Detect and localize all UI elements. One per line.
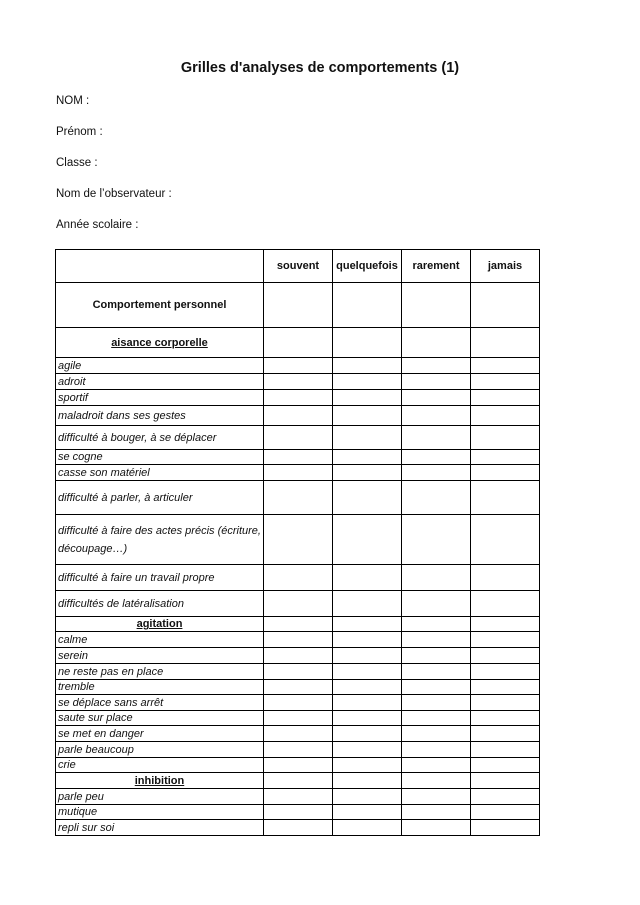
column-header-jamais: jamais: [471, 250, 540, 283]
rating-cell-quelquefois: [333, 632, 402, 648]
rating-cell-jamais: [471, 789, 540, 805]
rating-cell-rarement: [402, 742, 471, 758]
rating-cell-souvent: [264, 726, 333, 742]
rating-cell-rarement: [402, 773, 471, 789]
rating-cell-quelquefois: [333, 789, 402, 805]
behavior-label: crie: [56, 758, 264, 773]
behavior-grid-table: [55, 249, 540, 836]
rating-cell-rarement: [402, 789, 471, 805]
rating-cell-jamais: [471, 726, 540, 742]
rating-cell-souvent: [264, 406, 333, 426]
behavior-label: maladroit dans ses gestes: [56, 406, 264, 426]
field-prenom: Prénom :: [56, 126, 103, 138]
rating-cell-quelquefois: [333, 726, 402, 742]
rating-cell-rarement: [402, 358, 471, 374]
rating-cell-rarement: [402, 565, 471, 591]
rating-cell-quelquefois: [333, 374, 402, 390]
rating-cell-quelquefois: [333, 805, 402, 820]
table-row: [56, 390, 540, 406]
rating-cell-jamais: [471, 358, 540, 374]
section-row: [56, 773, 540, 789]
behavior-label: parle peu: [56, 789, 264, 805]
rating-cell-souvent: [264, 711, 333, 726]
rating-cell-jamais: [471, 648, 540, 664]
table-row: [56, 648, 540, 664]
rating-cell-souvent: [264, 481, 333, 515]
behavior-label: se cogne: [56, 450, 264, 465]
rating-cell-rarement: [402, 680, 471, 695]
rating-cell-quelquefois: [333, 773, 402, 789]
column-header-rarement: rarement: [402, 250, 471, 283]
rating-cell-rarement: [402, 283, 471, 328]
rating-cell-jamais: [471, 805, 540, 820]
section-label-text: inhibition: [134, 774, 185, 787]
rating-cell-jamais: [471, 328, 540, 358]
rating-cell-rarement: [402, 758, 471, 773]
behavior-label: adroit: [56, 374, 264, 390]
field-classe: Classe :: [56, 157, 98, 169]
behavior-label: ne reste pas en place: [56, 664, 264, 680]
rating-cell-quelquefois: [333, 515, 402, 565]
rating-cell-jamais: [471, 695, 540, 711]
table-row: [56, 591, 540, 617]
rating-cell-jamais: [471, 426, 540, 450]
behavior-label: calme: [56, 632, 264, 648]
behavior-label: se déplace sans arrêt: [56, 695, 264, 711]
page-title: Grilles d'analyses de comportements (1): [180, 60, 460, 76]
behavior-label: difficulté à faire un travail propre: [56, 565, 264, 591]
rating-cell-rarement: [402, 450, 471, 465]
rating-cell-rarement: [402, 648, 471, 664]
rating-cell-souvent: [264, 390, 333, 406]
table-row: [56, 406, 540, 426]
rating-cell-jamais: [471, 565, 540, 591]
table-row: [56, 358, 540, 374]
table-row: [56, 515, 540, 565]
rating-cell-souvent: [264, 789, 333, 805]
rating-cell-jamais: [471, 758, 540, 773]
rating-cell-quelquefois: [333, 591, 402, 617]
rating-cell-jamais: [471, 711, 540, 726]
rating-cell-souvent: [264, 565, 333, 591]
category-label: Comportement personnel: [56, 283, 264, 328]
rating-cell-quelquefois: [333, 406, 402, 426]
field-observateur: Nom de l’observateur :: [56, 188, 172, 200]
rating-cell-jamais: [471, 390, 540, 406]
rating-cell-rarement: [402, 591, 471, 617]
rating-cell-rarement: [402, 426, 471, 450]
rating-cell-souvent: [264, 374, 333, 390]
rating-cell-souvent: [264, 648, 333, 664]
rating-cell-quelquefois: [333, 820, 402, 836]
rating-cell-rarement: [402, 632, 471, 648]
section-label: [56, 617, 264, 632]
table-row: [56, 711, 540, 726]
table-row: [56, 680, 540, 695]
rating-cell-rarement: [402, 328, 471, 358]
table-row: [56, 481, 540, 515]
rating-cell-souvent: [264, 465, 333, 481]
column-header-quelquefois: quelquefois: [333, 250, 402, 283]
rating-cell-rarement: [402, 711, 471, 726]
behavior-label: mutique: [56, 805, 264, 820]
rating-cell-quelquefois: [333, 617, 402, 632]
rating-cell-rarement: [402, 617, 471, 632]
rating-cell-souvent: [264, 805, 333, 820]
rating-cell-jamais: [471, 632, 540, 648]
table-row: [56, 450, 540, 465]
rating-cell-quelquefois: [333, 648, 402, 664]
table-row: [56, 565, 540, 591]
behavior-label: difficultés de latéralisation: [56, 591, 264, 617]
rating-cell-rarement: [402, 726, 471, 742]
table-row: [56, 426, 540, 450]
rating-cell-souvent: [264, 358, 333, 374]
rating-cell-quelquefois: [333, 328, 402, 358]
table-row: [56, 820, 540, 836]
rating-cell-jamais: [471, 591, 540, 617]
behavior-label: se met en danger: [56, 726, 264, 742]
rating-cell-quelquefois: [333, 390, 402, 406]
behavior-label: repli sur soi: [56, 820, 264, 836]
rating-cell-souvent: [264, 820, 333, 836]
section-label: [56, 773, 264, 789]
table-row: [56, 758, 540, 773]
rating-cell-quelquefois: [333, 565, 402, 591]
section-row: [56, 328, 540, 358]
rating-cell-rarement: [402, 374, 471, 390]
rating-cell-jamais: [471, 450, 540, 465]
rating-cell-souvent: [264, 617, 333, 632]
grid-body: [56, 250, 540, 836]
behavior-label: difficulté à bouger, à se déplacer: [56, 426, 264, 450]
rating-cell-rarement: [402, 465, 471, 481]
table-row: [56, 664, 540, 680]
table-row: [56, 789, 540, 805]
category-row: [56, 283, 540, 328]
corner-cell: [56, 250, 264, 283]
rating-cell-quelquefois: [333, 465, 402, 481]
rating-cell-quelquefois: [333, 358, 402, 374]
rating-cell-souvent: [264, 773, 333, 789]
section-label-text: agitation: [136, 618, 183, 630]
table-row: [56, 374, 540, 390]
rating-cell-souvent: [264, 515, 333, 565]
rating-cell-souvent: [264, 632, 333, 648]
rating-cell-rarement: [402, 664, 471, 680]
rating-cell-souvent: [264, 426, 333, 450]
section-row: [56, 617, 540, 632]
rating-cell-quelquefois: [333, 711, 402, 726]
rating-cell-souvent: [264, 680, 333, 695]
behavior-label: difficulté à parler, à articuler: [56, 481, 264, 515]
rating-cell-jamais: [471, 820, 540, 836]
table-row: [56, 632, 540, 648]
behavior-label: casse son matériel: [56, 465, 264, 481]
rating-cell-rarement: [402, 695, 471, 711]
behavior-label: parle beaucoup: [56, 742, 264, 758]
rating-cell-quelquefois: [333, 695, 402, 711]
rating-cell-jamais: [471, 664, 540, 680]
behavior-label: agile: [56, 358, 264, 374]
rating-cell-quelquefois: [333, 283, 402, 328]
rating-cell-quelquefois: [333, 742, 402, 758]
field-annee-scolaire: Année scolaire :: [56, 219, 139, 231]
rating-cell-quelquefois: [333, 426, 402, 450]
rating-cell-souvent: [264, 695, 333, 711]
behavior-label: saute sur place: [56, 711, 264, 726]
rating-cell-jamais: [471, 374, 540, 390]
table-row: [56, 805, 540, 820]
column-header-souvent: souvent: [264, 250, 333, 283]
rating-cell-souvent: [264, 450, 333, 465]
rating-cell-rarement: [402, 820, 471, 836]
section-label: [56, 328, 264, 358]
rating-cell-rarement: [402, 390, 471, 406]
rating-cell-jamais: [471, 742, 540, 758]
rating-cell-jamais: [471, 481, 540, 515]
table-row: [56, 742, 540, 758]
behavior-label: sportif: [56, 390, 264, 406]
behavior-label: serein: [56, 648, 264, 664]
rating-cell-jamais: [471, 465, 540, 481]
rating-cell-souvent: [264, 742, 333, 758]
rating-cell-jamais: [471, 617, 540, 632]
section-label-text: aisance corporelle: [111, 336, 208, 349]
rating-cell-jamais: [471, 515, 540, 565]
rating-cell-rarement: [402, 481, 471, 515]
rating-cell-quelquefois: [333, 680, 402, 695]
field-nom: NOM :: [56, 95, 90, 107]
rating-cell-souvent: [264, 664, 333, 680]
rating-cell-quelquefois: [333, 481, 402, 515]
rating-cell-jamais: [471, 680, 540, 695]
rating-cell-rarement: [402, 805, 471, 820]
rating-cell-souvent: [264, 591, 333, 617]
behavior-label: tremble: [56, 680, 264, 695]
rating-cell-jamais: [471, 406, 540, 426]
rating-cell-jamais: [471, 283, 540, 328]
behavior-label: difficulté à faire des actes précis (écriture, découpage…): [56, 515, 264, 565]
rating-cell-jamais: [471, 773, 540, 789]
column-header-row: [56, 250, 540, 283]
rating-cell-quelquefois: [333, 758, 402, 773]
rating-cell-souvent: [264, 328, 333, 358]
rating-cell-rarement: [402, 406, 471, 426]
table-row: [56, 695, 540, 711]
rating-cell-souvent: [264, 758, 333, 773]
rating-cell-quelquefois: [333, 450, 402, 465]
table-row: [56, 726, 540, 742]
rating-cell-rarement: [402, 515, 471, 565]
rating-cell-quelquefois: [333, 664, 402, 680]
table-row: [56, 465, 540, 481]
rating-cell-souvent: [264, 283, 333, 328]
